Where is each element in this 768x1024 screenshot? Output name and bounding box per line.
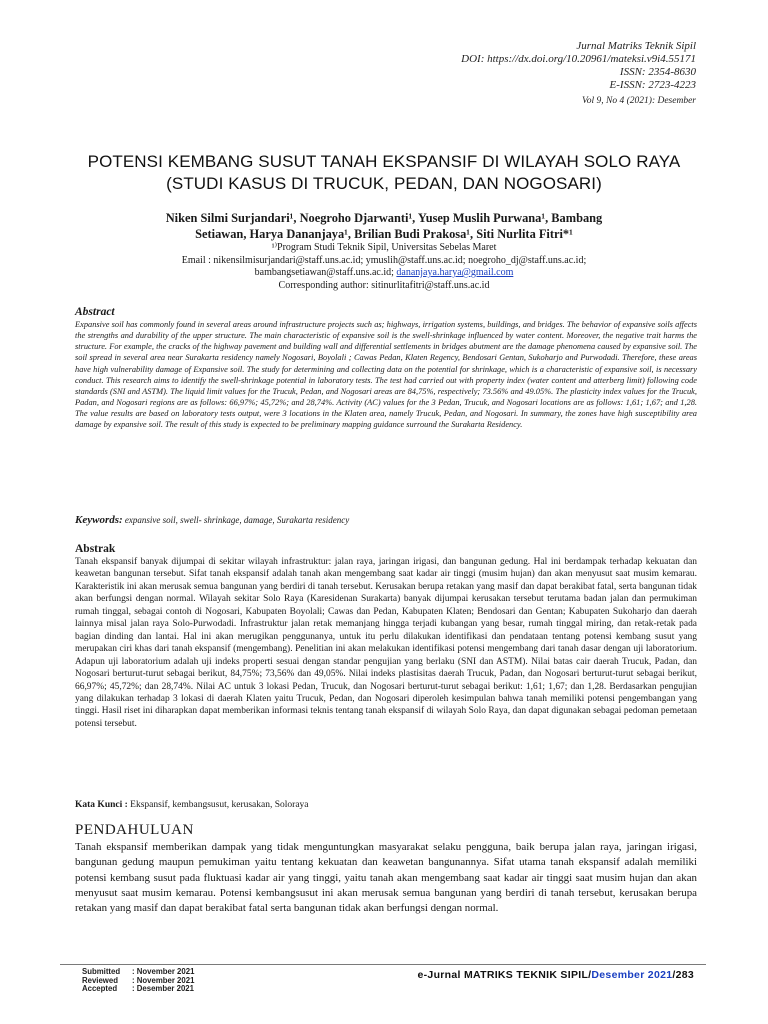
abstrak-id-section (75, 543, 697, 730)
institution: ¹⁾Program Studi Teknik Sipil, Universitas Sebelas Maret (271, 242, 497, 253)
footer-issue: Desember 2021 (591, 969, 673, 981)
kata-kunci-text: Ekspansif, kembangsusut, kerusakan, Soloraya (127, 800, 309, 810)
title-line-2: (STUDI KASUS DI TRUCUK, PEDAN, DAN NOGOSARI) (166, 174, 602, 193)
journal-name: Jurnal Matriks Teknik Sipil (576, 40, 696, 52)
keywords-text: expansive soil, swell- shrinkage, damage, Surakarta residency (122, 515, 350, 525)
journal-header (461, 40, 696, 108)
email-link[interactable]: dananjaya.harya@gmail.com (396, 267, 514, 278)
page-number: /283 (672, 969, 694, 981)
title-line-1: POTENSI KEMBANG SUSUT TANAH EKSPANSIF DI WILAYAH SOLO RAYA (87, 152, 681, 171)
kata-kunci (75, 800, 697, 810)
journal-doi[interactable]: DOI: https://dx.doi.org/10.20961/mateksi.v9i4.55171 (461, 53, 696, 65)
paper-title (60, 151, 708, 195)
pendahuluan-text: Tanah ekspansif memberikan dampak yang tidak menguntungkan masyarakat selaku pengguna, baik berupa jalan raya, jaringan irigasi, bangunan gedung maupun pemukiman yaitu tentang kekuatan dan keawetan bangunannya. Sifat utama tanah ekspansif adalah memiliki potensi kembang susut pada fluktuasi kadar air yang tinggi, yaitu tanah akan mengembang saat kadar air tinggi saat musim hujan dan akan menyusut saat musim kemarau. Potensi kembangsusut ini akan merusak semua bangunan yang berdiri di tanah tersebut, kerusakan berupa retakan yang masif dan dapat berakibat fatal serta bangunan tidak akan berfungsi dengan normal. (75, 841, 697, 915)
footer-journal (418, 969, 695, 981)
corresponding-author: Corresponding author: sitinurlitafitri@staff.uns.ac.id (278, 279, 490, 291)
reviewed-label: Reviewed (82, 975, 118, 985)
affiliation-block (80, 242, 688, 292)
journal-volume: Vol 9, No 4 (2021): Desember (582, 96, 696, 106)
abstrak-text: Tanah ekspansif banyak dijumpai di sekitar wilayah infrastruktur: jalan raya, jaringan irigasi, dan bangunan gedung. Hal ini berdampak terhadap kekuatan dan keawetan bangunan tersebut. Sifat tanah ekspansif adalah tanah akan mengembang saat kadar air tinggi (musim hujan) dan akan menyusut saat musim kemarau. Karakteristik ini akan merusak semua bangunan yang berdiri di tanah tersebut. Kerusakan berupa retakan yang masif dan dapat berakibat fatal, serta bangunan tidak akan berfungsi dengan normal. Wilayah sekitar Solo Raya (Karesidenan Surakarta) banyak dijumpai kerusakan tersebut terutama badan jalan dan permukiman rumah tinggal, sebagai contoh di Nogosari, Kabupaten Boyolali; Cawas dan Pedan, Kabupaten Klaten; Bendosari dan Gentan; Kabupaten Sukoharjo dan daerah lainnya misal jalan raya Solo-Purwodadi. Infrastruktur jalan retak memanjang hingga terjadi kubangan yang besar, rumah tinggal miring, dan retak-retak pada bagian dinding dan lantai. Hal ini akan merugikan penggunanya, untuk itu perlu dilakukan identifikasi dan pendataan tentang potensi kembang susut yang merupakan ciri khas dari tanah ekspansif (mengembang). Penelitian ini akan melakukan identifikasi potensi mengembang dari tanah dasar dengan uji laboratorium. Adapun uji laboratorium adalah uji indeks properti sesuai dengan standar pengujian yang berlaku (SNI dan ASTM). Nilai batas cair daerah Trucuk, Padan, dan Nogosari berturut-turut sebagai berikut, 84,75%; 73,56% dan 49,05%. Nilai indeks plastisitas daerah Trucuk, Padan, dan Nogosari berturut-turut sebagai berikut, 66,97%; 45,72%; dan 28,74%. Nilai AC untuk 3 lokasi Pedan, Trucuk, dan Nogosari berturut-turut sebagai berikut: 1,61; 1,67; dan 1,28. Berdasarkan pengujian yang dilakukan terhadap 3 lokasi di daerah Klaten yaitu Trucuk, Pedan, dan Nogosari diperoleh kesimpulan bahwa tanah memiliki potensi pengembangan yang tinggi. Hasil riset ini diharapkan dapat memberikan informasi teknis tentang tanah ekspansif di wilayah Solo Raya, dan dapat digunakan sebagai pedoman pemetaan potensi tersebut. (75, 557, 697, 729)
abstract-heading: Abstract (75, 306, 115, 318)
email-line-1: Email : nikensilmisurjandari@staff.uns.ac.id; ymuslih@staff.uns.ac.id; noegroho_dj@staff.uns.ac.id; (181, 254, 587, 266)
submitted-label: Submitted (82, 967, 121, 976)
accepted-value: : Desember 2021 (132, 984, 194, 994)
journal-issn: ISSN: 2354-8630 (619, 66, 696, 78)
authors-line-2: Setiawan, Harya Dananjaya¹, Brilian Budi Prakosa¹, Siti Nurlita Fitri*¹ (195, 227, 573, 241)
email-line-2 (80, 267, 688, 280)
accepted-label: Accepted (82, 984, 118, 994)
author-list (80, 210, 688, 242)
submitted-value: : November 2021 (132, 967, 195, 976)
journal-eissn: E-ISSN: 2723-4223 (609, 79, 696, 91)
footer-divider (60, 964, 706, 965)
accepted-row (82, 985, 194, 994)
abstract-text: Expansive soil has commonly found in several areas around infrastructure projects such as; highways, irrigation systems, buildings, and bridges. The behavior of expansive soils affects the strengths and durability of the upper structure. The main characteristic of expansive soil is the swell-shrinkage influenced by water content. Moreover, the negative trait harms the structure. For example, the cracks of the highway pavement and building wall and differential settlements in bridges abutment are the damage phenomena caused by expansive soil. The soil spread in several area near Surakarta residency namely Nogosari, Boyolali ; Cawas Pedan, Klaten Regency, Bendosari Gentan, Sukoharjo and Purwodadi. Therefore, these areas have high vulnerability damage of Expansive soil. The study for determining and collecting data on the potential for shrinkage, which is a characteristic of expansive soil, is necessary conduct. This research aims to identify the swell-shrinkage potential in laboratory tests. The test had carried out with property index (water content and atterberg limit) following code standards (SNI and ASTM). The liquid limit values for the Trucuk, Pedan, and Nogosari areas are 84,75%, respectively; 73.56% and 49.05%. The plasticity index values for the Trucuk, Padan, and Nogosari regions are as follows: 66,97%; 45,72%; and 28,74%. Activity (AC) values for the 3 Pedan, Trucuk, and Nogosari locations are as follows: 1,61; 1,67; and 1,28. The value results are based on laboratory tests output, were 3 locations in the Klaten area, namely Trucuk, Pedan, and Nogosari. In summary, the zones have high susceptibility area damage by expansive soil. The result of this study is expected to be preliminary mapping guidance surround the Surakarta Residency. (75, 320, 697, 430)
footer-journal-name: e-Jurnal MATRIKS TEKNIK SIPIL/ (417, 969, 592, 981)
authors-line-1: Niken Silmi Surjandari¹, Noegroho Djarwanti¹, Yusep Muslih Purwana¹, Bambang (165, 211, 603, 225)
email-line-2-text: bambangsetiawan@staff.uns.ac.id; (254, 267, 397, 278)
pendahuluan-heading: PENDAHULUAN (75, 822, 194, 838)
pendahuluan-section (75, 822, 697, 916)
abstract-en-section (75, 306, 697, 431)
kata-kunci-label: Kata Kunci : (75, 800, 128, 810)
keywords-en (75, 514, 697, 526)
submission-dates (82, 968, 194, 994)
abstrak-heading: Abstrak (75, 543, 116, 555)
reviewed-value: : November 2021 (132, 975, 195, 985)
keywords-label: Keywords: (75, 514, 123, 526)
